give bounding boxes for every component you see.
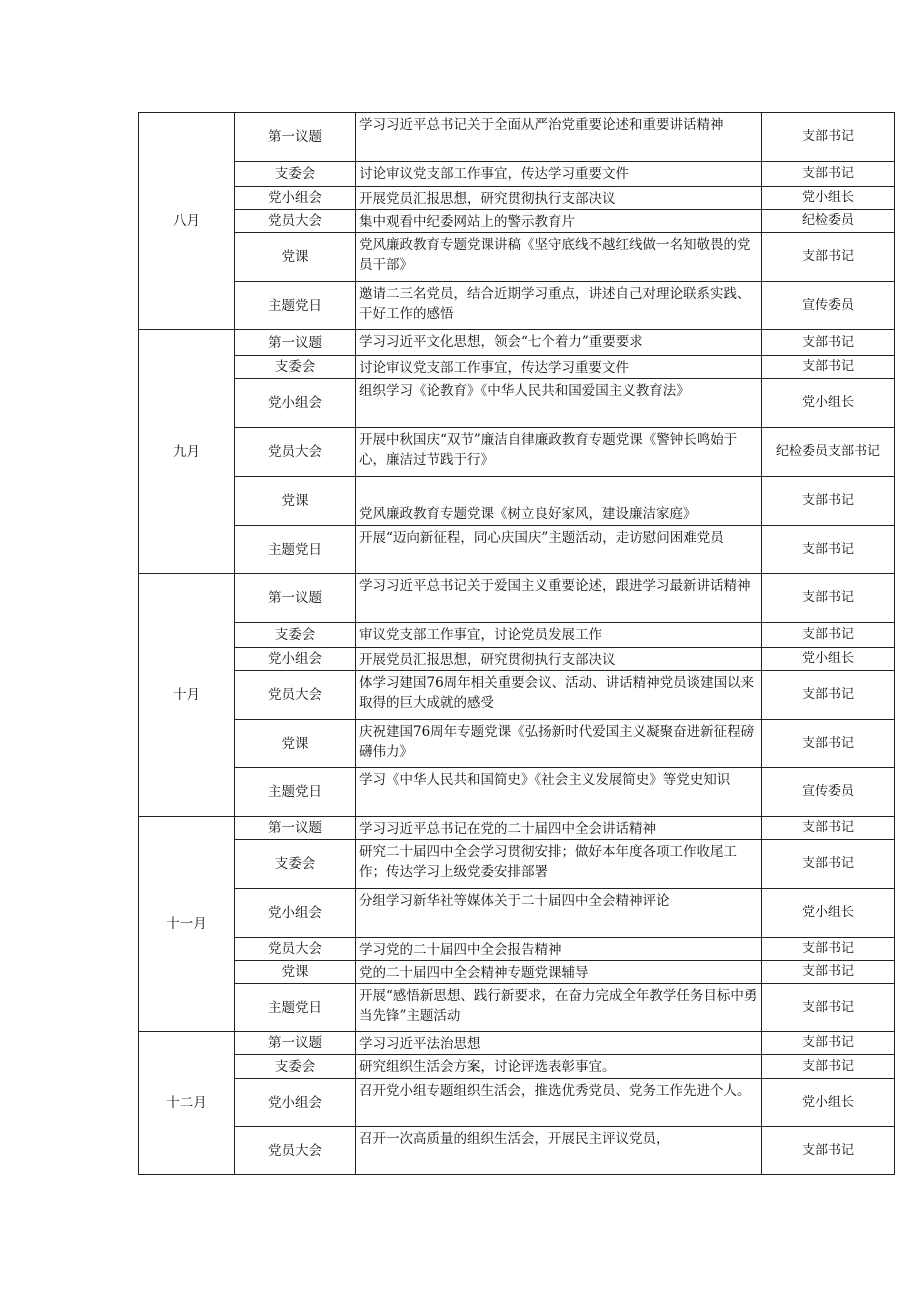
meeting-type-cell: 党员大会 xyxy=(235,210,356,233)
owner-cell: 宣传委员 xyxy=(762,768,895,817)
table-row xyxy=(139,984,895,1032)
table-row xyxy=(139,1055,895,1079)
month-cell: 十一月 xyxy=(139,817,235,1032)
content-cell: 研究二十届四中全会学习贯彻安排；做好本年度各项工作收尾工作；传达学习上级党委安排部署 xyxy=(356,840,762,889)
owner-cell: 支部书记 xyxy=(762,162,895,187)
content-cell: 集中观看中纪委网站上的警示教育片 xyxy=(356,210,762,233)
table-row xyxy=(139,428,895,477)
meeting-type-cell: 党小组会 xyxy=(235,889,356,938)
schedule-body xyxy=(139,113,895,1175)
owner-cell: 支部书记 xyxy=(762,961,895,984)
owner-cell: 支部书记 xyxy=(762,526,895,574)
table-row xyxy=(139,233,895,282)
table-row xyxy=(139,671,895,720)
owner-cell: 宣传委员 xyxy=(762,282,895,330)
meeting-type-cell: 党员大会 xyxy=(235,671,356,720)
table-row xyxy=(139,162,895,187)
content-cell: 学习党的二十届四中全会报告精神 xyxy=(356,938,762,961)
table-row xyxy=(139,889,895,938)
table-row xyxy=(139,768,895,817)
table-row xyxy=(139,938,895,961)
owner-cell: 支部书记 xyxy=(762,330,895,356)
month-cell: 九月 xyxy=(139,330,235,574)
meeting-type-cell: 主题党日 xyxy=(235,768,356,817)
table-row xyxy=(139,961,895,984)
meeting-type-cell: 第一议题 xyxy=(235,1032,356,1055)
content-cell: 开展“迈向新征程，同心庆国庆”主题活动，走访慰问困难党员 xyxy=(356,526,762,574)
meeting-type-cell: 主题党日 xyxy=(235,984,356,1032)
meeting-type-cell: 党课 xyxy=(235,720,356,768)
owner-cell: 党小组长 xyxy=(762,889,895,938)
table-row xyxy=(139,1079,895,1127)
month-cell: 十月 xyxy=(139,574,235,817)
table-row xyxy=(139,526,895,574)
content-cell: 学习习近平总书记在党的二十届四中全会讲话精神 xyxy=(356,817,762,840)
table-row xyxy=(139,1032,895,1055)
owner-cell: 支部书记 xyxy=(762,623,895,648)
owner-cell: 支部书记 xyxy=(762,671,895,720)
meeting-type-cell: 支委会 xyxy=(235,840,356,889)
table-row xyxy=(139,187,895,210)
owner-cell: 党小组长 xyxy=(762,648,895,671)
content-cell: 开展党员汇报思想，研究贯彻执行支部决议 xyxy=(356,648,762,671)
meeting-type-cell: 党课 xyxy=(235,233,356,282)
owner-cell: 党小组长 xyxy=(762,379,895,428)
meeting-type-cell: 主题党日 xyxy=(235,526,356,574)
owner-cell: 支部书记 xyxy=(762,840,895,889)
meeting-type-cell: 支委会 xyxy=(235,162,356,187)
content-cell: 学习《中华人民共和国简史》《社会主义发展简史》等党史知识 xyxy=(356,768,762,817)
content-cell: 党风廉政教育专题党课《树立良好家风，建设廉洁家庭》 xyxy=(356,477,762,526)
content-cell: 学习习近平总书记关于全面从严治党重要论述和重要讲话精神 xyxy=(356,113,762,162)
content-cell: 党风廉政教育专题党课讲稿《坚守底线不越红线做一名知敬畏的党员干部》 xyxy=(356,233,762,282)
table-row xyxy=(139,840,895,889)
owner-cell: 支部书记 xyxy=(762,938,895,961)
schedule-table xyxy=(138,112,895,1175)
content-cell: 党的二十届四中全会精神专题党课辅导 xyxy=(356,961,762,984)
owner-cell: 纪检委员支部书记 xyxy=(762,428,895,477)
content-cell: 邀请二三名党员，结合近期学习重点，讲述自己对理论联系实践、干好工作的感悟 xyxy=(356,282,762,330)
owner-cell: 支部书记 xyxy=(762,113,895,162)
content-cell: 学习习近平总书记关于爱国主义重要论述，跟进学习最新讲话精神 xyxy=(356,574,762,623)
meeting-type-cell: 支委会 xyxy=(235,1055,356,1079)
content-cell: 开展“感悟新思想、践行新要求，在奋力完成全年教学任务目标中勇当先锋”主题活动 xyxy=(356,984,762,1032)
content-cell: 学习习近平文化思想，领会“七个着力”重要要求 xyxy=(356,330,762,356)
content-cell: 组织学习《论教育》《中华人民共和国爱国主义教育法》 xyxy=(356,379,762,428)
meeting-type-cell: 党员大会 xyxy=(235,1127,356,1175)
meeting-type-cell: 第一议题 xyxy=(235,330,356,356)
content-cell: 庆祝建国76周年专题党课《弘扬新时代爱国主义凝聚奋进新征程磅礴伟力》 xyxy=(356,720,762,768)
table-row xyxy=(139,1127,895,1175)
meeting-type-cell: 党员大会 xyxy=(235,428,356,477)
table-row xyxy=(139,282,895,330)
content-cell: 分组学习新华社等媒体关于二十届四中全会精神评论 xyxy=(356,889,762,938)
meeting-type-cell: 第一议题 xyxy=(235,113,356,162)
table-row xyxy=(139,623,895,648)
table-row xyxy=(139,648,895,671)
table-row xyxy=(139,210,895,233)
table-row xyxy=(139,477,895,526)
owner-cell: 支部书记 xyxy=(762,817,895,840)
meeting-type-cell: 党员大会 xyxy=(235,938,356,961)
owner-cell: 支部书记 xyxy=(762,477,895,526)
table-row xyxy=(139,574,895,623)
meeting-type-cell: 党课 xyxy=(235,961,356,984)
owner-cell: 纪检委员 xyxy=(762,210,895,233)
owner-cell: 支部书记 xyxy=(762,233,895,282)
meeting-type-cell: 支委会 xyxy=(235,623,356,648)
meeting-type-cell: 党课 xyxy=(235,477,356,526)
table-row xyxy=(139,356,895,379)
content-cell: 体学习建国76周年相关重要会议、活动、讲话精神党员谈建国以来取得的巨大成就的感受 xyxy=(356,671,762,720)
table-row xyxy=(139,330,895,356)
owner-cell: 支部书记 xyxy=(762,1127,895,1175)
month-cell: 八月 xyxy=(139,113,235,330)
content-cell: 学习习近平法治思想 xyxy=(356,1032,762,1055)
meeting-type-cell: 党小组会 xyxy=(235,187,356,210)
owner-cell: 党小组长 xyxy=(762,1079,895,1127)
owner-cell: 党小组长 xyxy=(762,187,895,210)
owner-cell: 支部书记 xyxy=(762,1055,895,1079)
meeting-type-cell: 第一议题 xyxy=(235,574,356,623)
content-cell: 讨论审议党支部工作事宜，传达学习重要文件 xyxy=(356,356,762,379)
content-cell: 研究组织生活会方案，讨论评选表彰事宜。 xyxy=(356,1055,762,1079)
table-row xyxy=(139,379,895,428)
owner-cell: 支部书记 xyxy=(762,720,895,768)
owner-cell: 支部书记 xyxy=(762,356,895,379)
content-cell: 召开党小组专题组织生活会，推选优秀党员、党务工作先进个人。 xyxy=(356,1079,762,1127)
month-cell: 十二月 xyxy=(139,1032,235,1175)
table-row xyxy=(139,113,895,162)
meeting-type-cell: 党小组会 xyxy=(235,1079,356,1127)
meeting-type-cell: 第一议题 xyxy=(235,817,356,840)
table-row xyxy=(139,817,895,840)
meeting-type-cell: 主题党日 xyxy=(235,282,356,330)
owner-cell: 支部书记 xyxy=(762,984,895,1032)
content-cell: 讨论审议党支部工作事宜，传达学习重要文件 xyxy=(356,162,762,187)
meeting-type-cell: 支委会 xyxy=(235,356,356,379)
meeting-type-cell: 党小组会 xyxy=(235,379,356,428)
owner-cell: 支部书记 xyxy=(762,1032,895,1055)
content-cell: 开展党员汇报思想，研究贯彻执行支部决议 xyxy=(356,187,762,210)
content-cell: 开展中秋国庆“双节”廉洁自律廉政教育专题党课《警钟长鸣始于心，廉洁过节践于行》 xyxy=(356,428,762,477)
table-row xyxy=(139,720,895,768)
content-cell: 审议党支部工作事宜，讨论党员发展工作 xyxy=(356,623,762,648)
meeting-type-cell: 党小组会 xyxy=(235,648,356,671)
content-cell: 召开一次高质量的组织生活会，开展民主评议党员， xyxy=(356,1127,762,1175)
owner-cell: 支部书记 xyxy=(762,574,895,623)
